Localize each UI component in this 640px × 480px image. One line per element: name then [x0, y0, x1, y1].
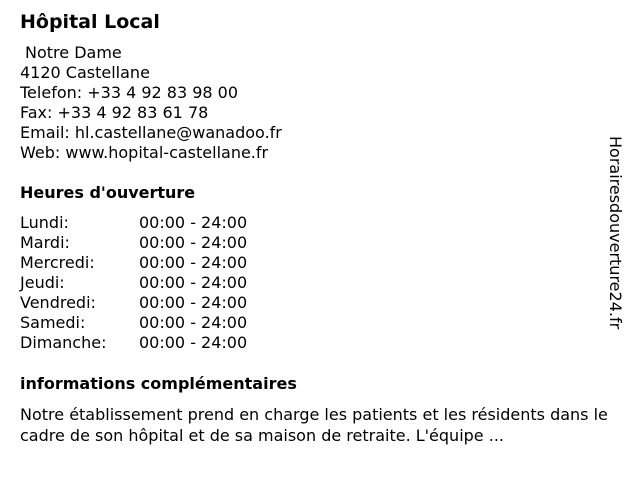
hours-row-tuesday: [20, 233, 247, 253]
hours-row-thursday: [20, 273, 247, 293]
time-range: 00:00 - 24:00: [139, 313, 248, 332]
time-range: 00:00 - 24:00: [139, 333, 248, 352]
hours-row-friday: [20, 293, 247, 313]
time-range: 00:00 - 24:00: [139, 213, 248, 232]
info-description: Notre établissement prend en charge les patients et les résidents dans le cadre de son hôpital et de sa maison de retraite. L'équipe ...: [20, 405, 608, 445]
email-line: Email: hl.castellane@wanadoo.fr: [20, 123, 282, 142]
city-line: 4120 Castellane: [20, 63, 150, 82]
day-label: Samedi:: [20, 313, 86, 332]
hours-row-saturday: [20, 313, 247, 333]
hours-row-sunday: [20, 333, 247, 353]
time-range: 00:00 - 24:00: [139, 233, 248, 252]
fax-line: Fax: +33 4 92 83 61 78: [20, 103, 209, 122]
hours-row-monday: [20, 213, 247, 233]
time-range: 00:00 - 24:00: [139, 253, 248, 272]
side-brand-watermark: Horairesdouverture24.fr: [606, 136, 625, 330]
street-address: Notre Dame: [25, 43, 122, 62]
day-label: Vendredi:: [20, 293, 96, 312]
page-title: Hôpital Local: [20, 11, 160, 33]
phone-line: Telefon: +33 4 92 83 98 00: [20, 83, 239, 102]
time-range: 00:00 - 24:00: [139, 273, 248, 292]
hours-row-wednesday: [20, 253, 247, 273]
web-line: Web: www.hopital-castellane.fr: [20, 143, 269, 162]
info-heading: informations complémentaires: [20, 374, 297, 393]
day-label: Lundi:: [20, 213, 69, 232]
address-block: [20, 43, 282, 163]
day-label: Mercredi:: [20, 253, 95, 272]
day-label: Mardi:: [20, 233, 70, 252]
hours-heading: Heures d'ouverture: [20, 183, 196, 202]
day-label: Dimanche:: [20, 333, 107, 352]
day-label: Jeudi:: [20, 273, 65, 292]
opening-hours-table: [20, 213, 247, 353]
time-range: 00:00 - 24:00: [139, 293, 248, 312]
